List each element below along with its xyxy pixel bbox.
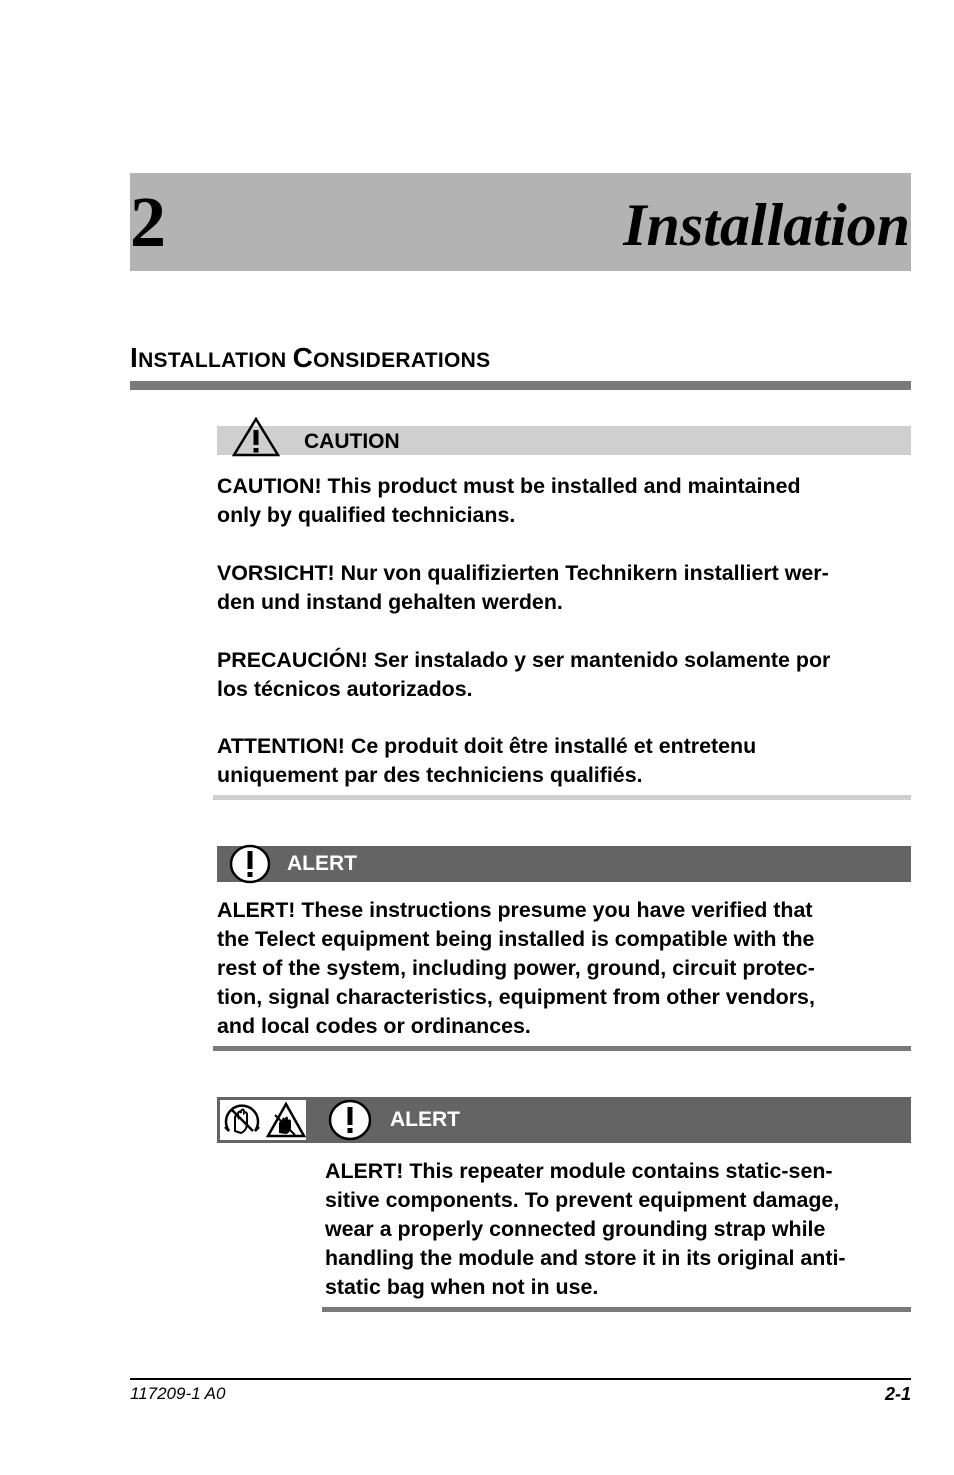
- exclamation-circle-icon: [327, 1098, 373, 1142]
- caution-line: den und instand gehalten werden.: [217, 590, 563, 614]
- alert-divider: [213, 1046, 911, 1051]
- caution-line: only by qualified technicians.: [217, 503, 516, 527]
- chapter-title: Installation: [623, 192, 910, 258]
- esd-alert-line: ALERT! This repeater module contains static-sen-: [325, 1159, 833, 1183]
- caution-paragraph-fr: [217, 732, 917, 790]
- esd-alert-line: static bag when not in use.: [325, 1275, 599, 1299]
- esd-alert-line: handling the module and store it in its original anti-: [325, 1246, 846, 1270]
- alert-line: tion, signal characteristics, equipment from other vendors,: [217, 985, 815, 1009]
- section-heading-initial-1: I: [130, 342, 139, 373]
- esd-alert-paragraph: [325, 1157, 925, 1302]
- esd-hand-icon: [221, 1101, 263, 1139]
- caution-paragraph-en: [217, 472, 917, 530]
- esd-alert-header-bar: [217, 1097, 911, 1143]
- caution-label: CAUTION: [304, 430, 400, 453]
- caution-line: ATTENTION! Ce produit doit être installé et entretenu: [217, 734, 757, 758]
- section-heading-rest-2: ONSIDERATIONS: [313, 349, 491, 372]
- alert-line: the Telect equipment being installed is compatible with the: [217, 927, 815, 951]
- alert-paragraph: [217, 896, 917, 1041]
- alert-line: rest of the system, including power, ground, circuit protec-: [217, 956, 815, 980]
- caution-line: CAUTION! This product must be installed and maintained: [217, 474, 801, 498]
- section-divider: [130, 381, 911, 390]
- section-heading-rest-1: NSTALLATION: [138, 349, 293, 372]
- esd-alert-divider: [322, 1307, 911, 1312]
- section-heading-initial-2: C: [292, 342, 314, 373]
- caution-paragraph-de: [217, 559, 917, 617]
- caution-paragraph-es: [217, 646, 917, 704]
- caution-line: uniquement par des techniciens qualifiés.: [217, 763, 643, 787]
- caution-line: los técnicos autorizados.: [217, 677, 473, 701]
- esd-alert-line: sitive components. To prevent equipment damage,: [325, 1188, 840, 1212]
- caution-line: PRECAUCIÓN! Ser instalado y ser mantenido solamente por: [217, 648, 831, 672]
- exclamation-circle-icon: [228, 843, 272, 885]
- esd-alert-line: wear a properly connected grounding strap while: [325, 1217, 826, 1241]
- esd-alert-label: ALERT: [390, 1108, 460, 1131]
- alert-line: and local codes or ordinances.: [217, 1014, 531, 1038]
- esd-warning-triangle-icon: [265, 1101, 307, 1139]
- alert-label: ALERT: [287, 852, 357, 875]
- alert-line: ALERT! These instructions presume you have verified that: [217, 898, 813, 922]
- chapter-number: 2: [130, 182, 166, 262]
- footer-document-number: 117209-1 A0: [130, 1384, 226, 1403]
- warning-triangle-icon: [232, 417, 280, 457]
- section-heading: [130, 340, 490, 379]
- caution-divider: [213, 795, 911, 800]
- footer-page-number: 2-1: [884, 1384, 911, 1404]
- caution-line: VORSICHT! Nur von qualifizierten Technikern installiert wer-: [217, 561, 829, 585]
- footer-rule: [130, 1378, 911, 1380]
